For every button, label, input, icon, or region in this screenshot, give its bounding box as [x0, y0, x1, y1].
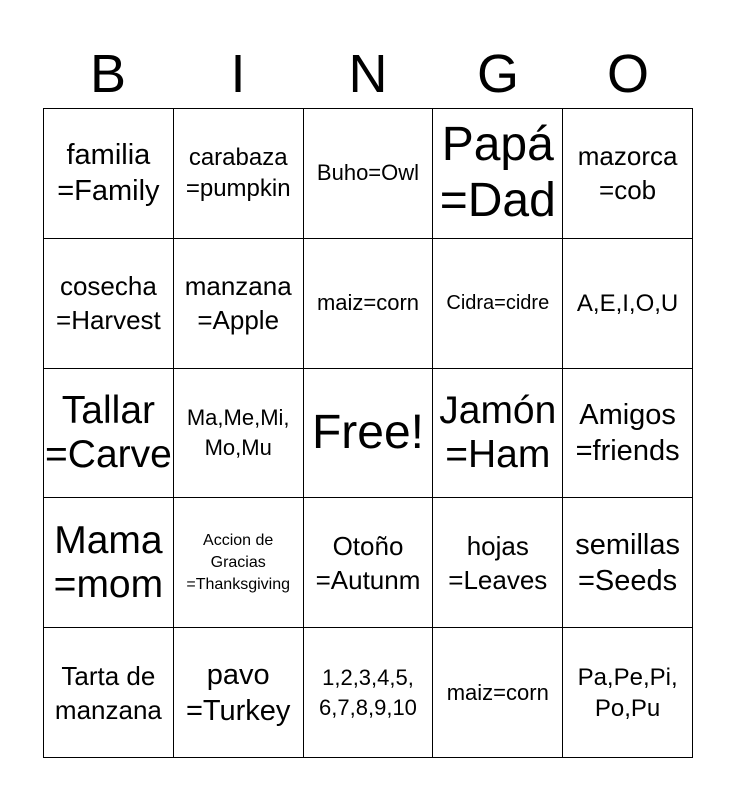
bingo-cell[interactable]: Papá =Dad — [433, 109, 563, 239]
bingo-cell[interactable]: A,E,I,O,U — [563, 239, 693, 369]
header-letter-o: O — [606, 44, 649, 104]
bingo-cell[interactable]: maiz=corn — [433, 628, 563, 758]
bingo-cell[interactable]: Tarta de manzana — [44, 628, 174, 758]
bingo-cell[interactable]: hojas =Leaves — [433, 498, 563, 628]
bingo-cell[interactable]: Pa,Pe,Pi, Po,Pu — [563, 628, 693, 758]
bingo-cell[interactable]: pavo =Turkey — [174, 628, 304, 758]
bingo-header — [43, 40, 693, 108]
bingo-cell[interactable]: 1,2,3,4,5, 6,7,8,9,10 — [304, 628, 434, 758]
bingo-cell[interactable]: semillas =Seeds — [563, 498, 693, 628]
bingo-cell[interactable]: maiz=corn — [304, 239, 434, 369]
bingo-board — [43, 108, 693, 758]
bingo-cell[interactable]: Jamón =Ham — [433, 369, 563, 499]
header-letter-b: B — [89, 44, 127, 104]
bingo-cell[interactable]: Mama =mom — [44, 498, 174, 628]
bingo-cell[interactable]: manzana =Apple — [174, 239, 304, 369]
free-cell[interactable]: Free! — [304, 369, 434, 499]
bingo-cell[interactable]: mazorca =cob — [563, 109, 693, 239]
bingo-cell[interactable]: Cidra=cidre — [433, 239, 563, 369]
bingo-cell[interactable]: Otoño =Autunm — [304, 498, 434, 628]
header-letter-n: N — [348, 44, 388, 104]
header-letter-i: I — [230, 44, 246, 104]
bingo-cell[interactable]: Tallar =Carve — [44, 369, 174, 499]
bingo-cell[interactable]: Amigos =friends — [563, 369, 693, 499]
header-letter-g: G — [476, 44, 519, 104]
bingo-cell[interactable]: Ma,Me,Mi, Mo,Mu — [174, 369, 304, 499]
bingo-cell[interactable]: familia =Family — [44, 109, 174, 239]
bingo-cell[interactable]: carabaza =pumpkin — [174, 109, 304, 239]
bingo-cell[interactable]: Buho=Owl — [304, 109, 434, 239]
bingo-cell[interactable]: cosecha =Harvest — [44, 239, 174, 369]
bingo-cell[interactable]: Accion de Gracias =Thanksgiving — [174, 498, 304, 628]
